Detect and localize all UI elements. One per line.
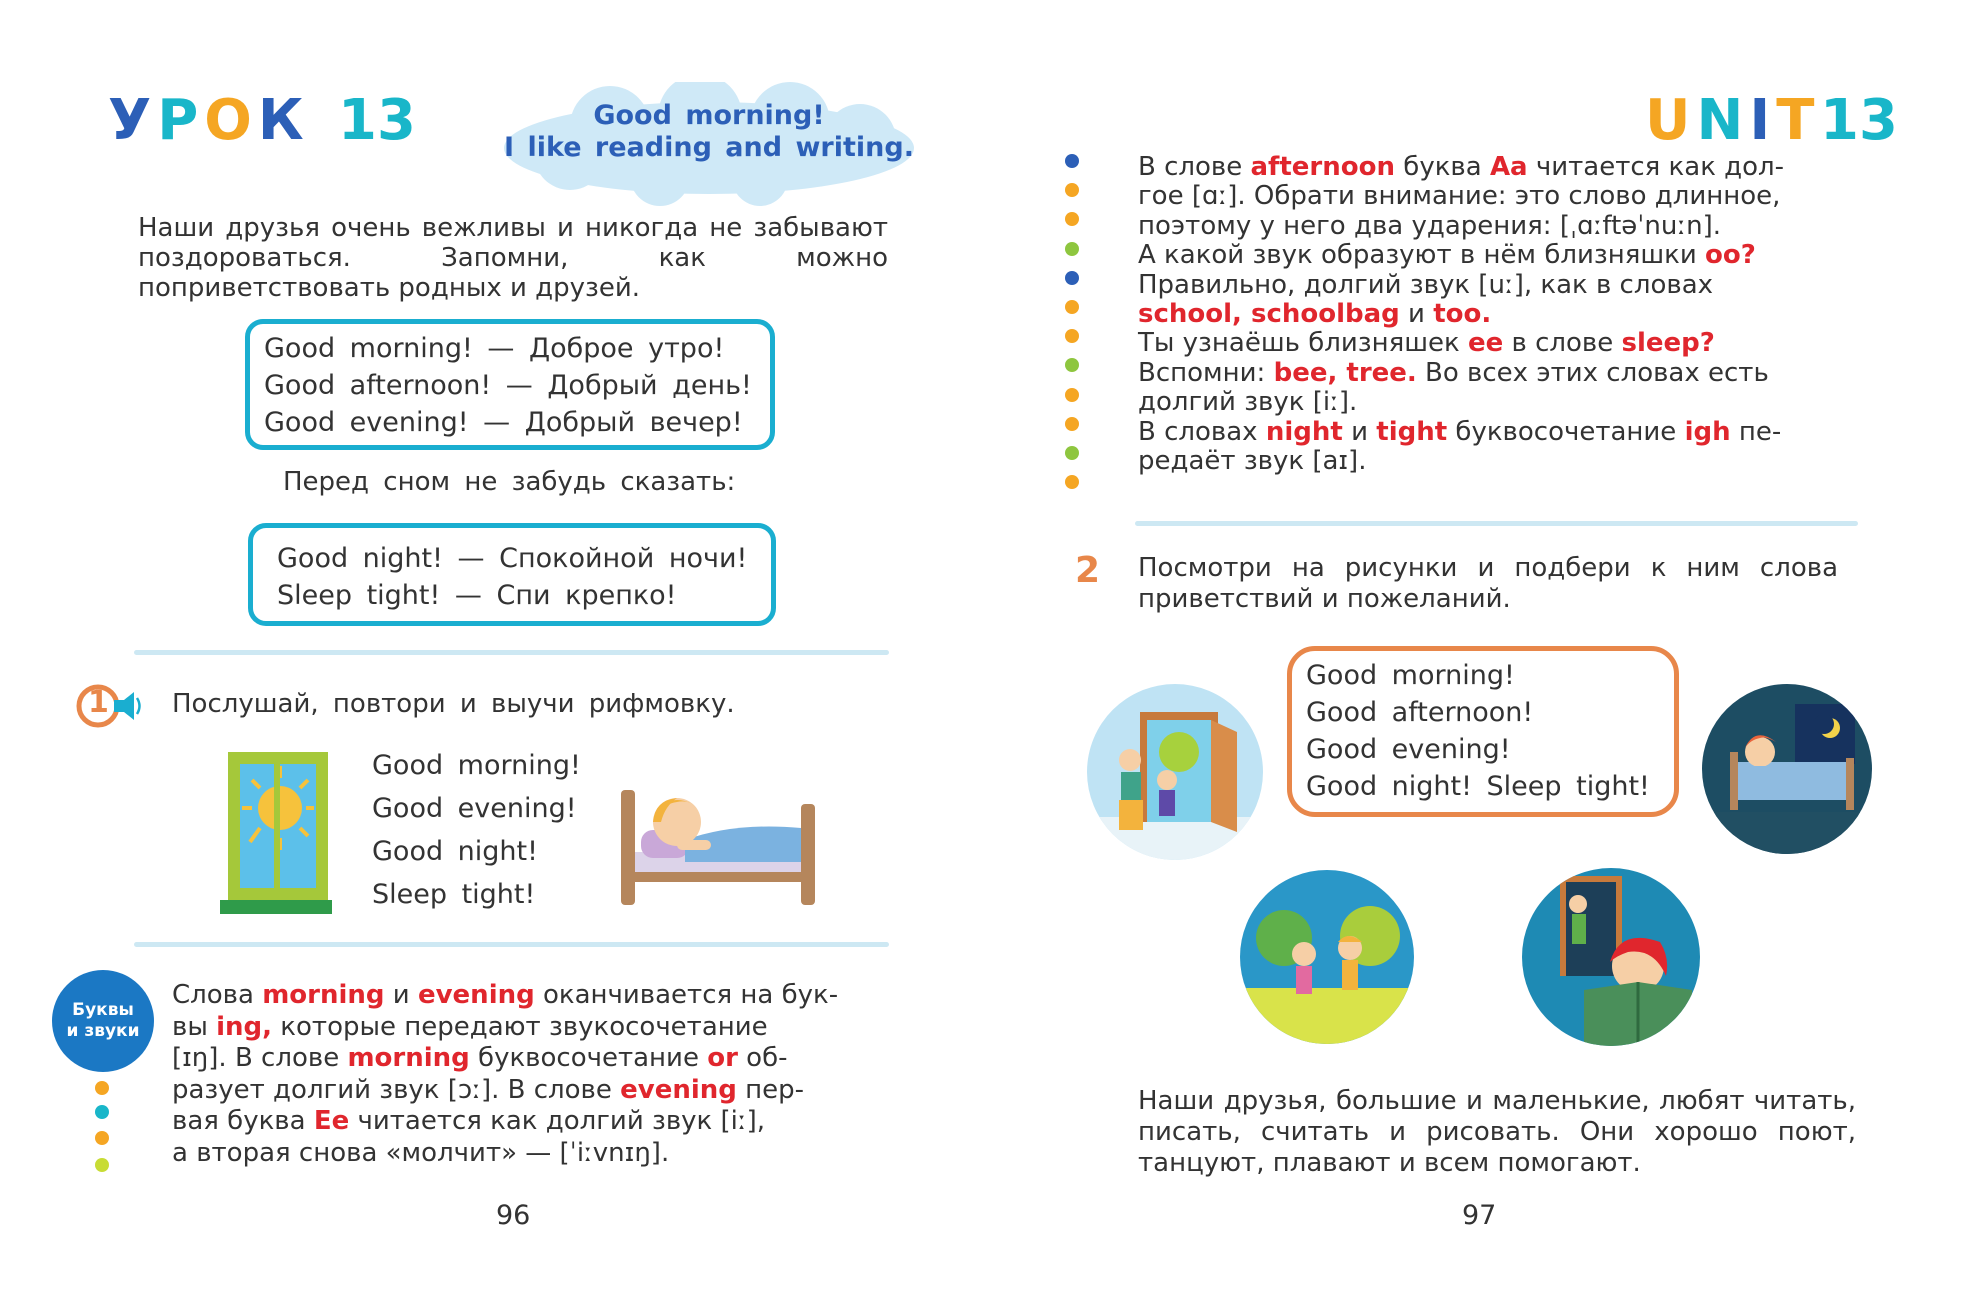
highlighted-word: oo? [1705,240,1756,271]
text-line [172,980,890,1012]
bullet-dot [1065,300,1079,314]
phrase-row: Good morning! [1306,660,1515,691]
unit-number: 13 [1820,88,1898,153]
cloud-line-2: I like reading and writing. [504,132,914,163]
text-run: гое [ɑː]. Обрати внимание: это слово длинное, [1138,181,1781,212]
cloud-line-1: Good morning! [593,100,825,131]
text-line [1138,329,1856,358]
text-run: оканчивается на бук- [534,980,839,1010]
text-line [1138,359,1856,388]
letters-and-sounds-badge [52,970,154,1072]
night-box [248,523,776,626]
text-run: вы [172,1011,217,1042]
text-line [1138,153,1856,182]
sounds-paragraph [172,980,890,1169]
text-run: Ты узнаёшь близняшек [1138,328,1468,359]
text-run: читается как дол- [1527,152,1785,182]
intro-paragraph: Наши друзья очень вежливы и никогда не забывают поздороваться. Запомни, как можно поприветствовать родных и друзей. [138,213,888,303]
bullet-dot [1065,417,1079,431]
rhyme [372,744,581,916]
text-line [1138,212,1856,241]
rhyme-line: Good evening! [372,793,577,824]
rhyme-line: Sleep tight! [372,879,536,910]
children-park-scene [1238,868,1416,1046]
lesson-number: 13 [338,88,416,153]
text-run: А какой звук образуют в нём близняшки [1138,240,1705,271]
night-row: Good night! — Спокойной ночи! [277,543,748,574]
text-line [1138,241,1856,270]
highlighted-word: Aa [1489,152,1528,182]
text-run: [ɪŋ]. В слове [172,1043,348,1073]
unit-letter: T [1776,88,1821,153]
text-line [172,1106,890,1138]
before-sleep-text: Перед сном не забудь сказать: [283,467,736,497]
text-line [172,1043,890,1075]
highlighted-word: too. [1433,299,1492,330]
page-number-right: 97 [1462,1200,1497,1231]
audio-speaker-icon[interactable] [76,682,144,730]
bullet-dot [1065,212,1079,226]
exercise-2-number: 2 [1075,550,1101,591]
window-sun-illustration [220,750,334,916]
text-run: и [1342,416,1377,447]
text-run: В словах [1138,416,1266,447]
lesson-word [108,88,310,153]
bullet-dot [1065,183,1079,197]
night-row: Sleep tight! — Спи крепко! [277,580,677,611]
bullet-dot [1065,475,1079,489]
highlighted-word: school, schoolbag [1138,299,1400,330]
bullet-dot [1065,271,1079,285]
lesson-letter: К [257,88,310,153]
girl-reading-scene [1520,866,1702,1048]
text-run: в слове [1503,328,1622,359]
highlighted-word: night [1265,416,1343,447]
text-run: Правильно, долгий звук [uː], как в словах [1138,269,1714,300]
bullet-dot [95,1131,109,1145]
text-line [1138,388,1856,417]
phrases-box [1287,646,1679,817]
greeting-row: Good afternoon! — Добрый день! [264,370,752,401]
text-run: которые передают звукосочетание [272,1011,768,1042]
phonics-paragraph [1138,153,1856,476]
text-run: В слове [1138,152,1251,182]
divider [134,650,889,655]
exercise-1-text: Послушай, повтори и выучи рифмовку. [172,689,735,719]
sleeping-boy-illustration [615,770,825,910]
highlighted-word: or [707,1043,738,1073]
badge-line-2: и звуки [66,1021,140,1041]
text-line [172,1012,890,1044]
highlighted-word: Ee [313,1106,350,1136]
bullet-dot [1065,388,1079,402]
text-line [1138,447,1856,476]
text-line [1138,300,1856,329]
text-run: буквосочетание [469,1043,708,1073]
morning-door-scene [1085,682,1265,862]
text-run: об- [737,1043,788,1073]
highlighted-word: ee [1467,328,1504,359]
text-line [1138,418,1856,447]
greeting-row: Good morning! — Доброе утро! [264,333,725,364]
highlighted-word: evening [417,980,535,1010]
highlighted-word: bee, tree. [1273,357,1417,388]
bullet-dot [1065,358,1079,372]
text-line [172,1138,890,1170]
text-run: редаёт звук [aɪ]. [1138,446,1367,477]
text-run: пер- [736,1074,805,1105]
bullet-dot [1065,329,1079,343]
text-run: и [384,980,418,1010]
highlighted-word: tight [1376,416,1448,447]
text-line [1138,182,1856,211]
bullet-dot [95,1105,109,1119]
badge-line-1: Буквы [72,1000,134,1020]
text-run: долгий звук [iː]. [1138,387,1358,418]
night-bedroom-scene [1700,682,1874,856]
text-run: и [1399,299,1434,330]
text-run: буква [1395,152,1490,182]
text-run: Слова [172,980,263,1010]
highlighted-word: sleep? [1621,328,1715,359]
phrase-row: Good afternoon! [1306,697,1534,728]
text-run: читается как долгий звук [iː], [349,1106,766,1136]
unit-letter: U [1645,88,1697,153]
bullet-dot [1065,154,1079,168]
text-line [1138,271,1856,300]
exercise-1-number: 1 [88,685,109,720]
rhyme-line: Good morning! [372,750,581,781]
phrase-row: Good night! Sleep tight! [1306,771,1650,802]
text-run: Вспомни: [1138,357,1274,388]
text-line [172,1075,890,1107]
bullet-dot [1065,242,1079,256]
bullet-dot [95,1081,109,1095]
greetings-box [245,319,775,450]
unit-letter: N [1696,88,1750,153]
exercise-2-text: Посмотри на рисунки и подбери к ним слова приветствий и пожеланий. [1138,553,1838,614]
unit-title [1645,88,1820,153]
text-run: поэтому у него два ударения: [ˌɑːftəˈnuːn]. [1138,210,1722,241]
text-run: вая буква [172,1106,314,1136]
text-run: а вторая снова «молчит» — [ˈiːvnɪŋ]. [172,1137,670,1168]
lesson-letter: У [108,88,158,153]
highlighted-word: morning [262,980,385,1010]
bullet-dot [95,1158,109,1172]
bullet-dot [1065,446,1079,460]
greeting-row: Good evening! — Добрый вечер! [264,407,743,438]
divider [1135,521,1858,526]
rhyme-line: Good night! [372,836,538,867]
text-run: разует долгий звук [ɔː]. В слове [172,1074,621,1105]
text-run: Во всех этих словах есть [1416,357,1769,388]
highlighted-word: ing, [216,1011,273,1042]
highlighted-word: afternoon [1250,152,1396,182]
phrase-row: Good evening! [1306,734,1511,765]
lesson-title [108,88,310,153]
highlighted-word: evening [620,1074,737,1105]
text-run: пе- [1730,416,1782,447]
closing-paragraph: Наши друзья, большие и маленькие, любят читать, писать, считать и рисовать. Они хорошо поют, танцуют, плавают и всем помогают. [1138,1086,1856,1178]
lesson-letter: Р [157,88,205,153]
highlighted-word: morning [347,1043,470,1073]
divider [134,942,889,947]
highlighted-word: igh [1684,416,1731,447]
lesson-letter: О [204,88,258,153]
cloud-text [500,100,918,164]
unit-letter: I [1749,88,1777,153]
page-number-left: 96 [496,1200,531,1231]
text-run: буквосочетание [1447,416,1685,447]
